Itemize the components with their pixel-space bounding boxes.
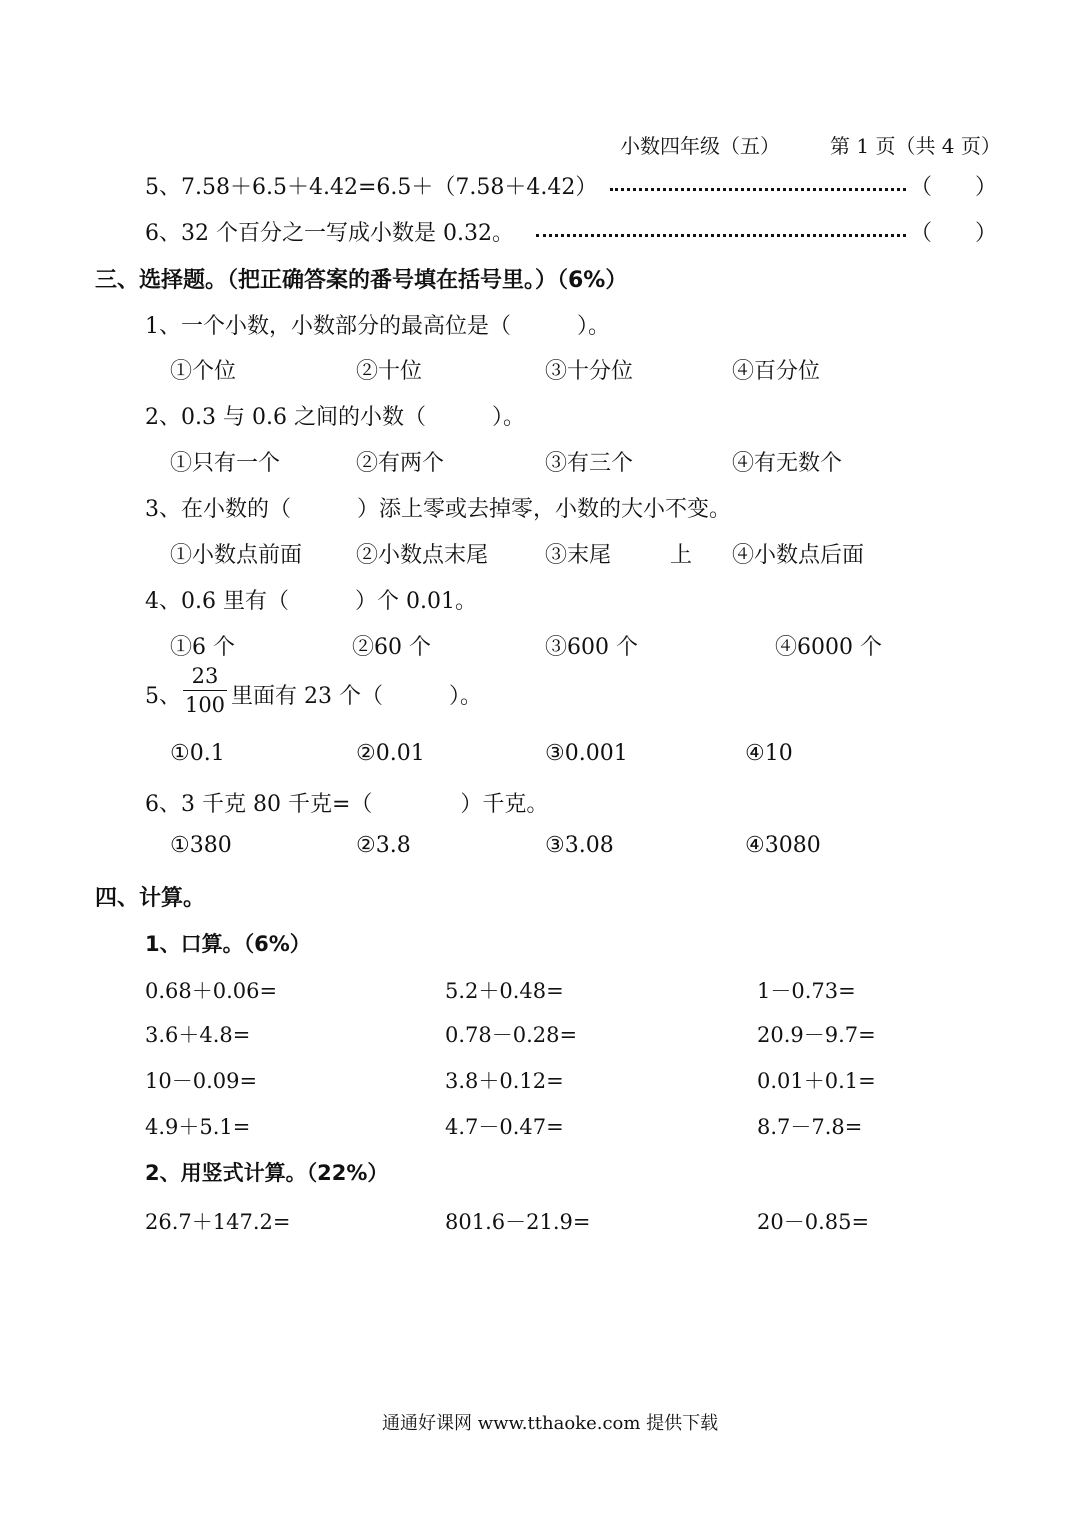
question-stem: 2、0.3 与 0.6 之间的小数（ ）。	[145, 405, 525, 430]
oral-item: 0.68＋0.06=	[145, 979, 278, 1003]
question-stem: 6、3 千克 80 千克=（ ）千克。	[145, 792, 549, 817]
fraction	[183, 664, 227, 717]
oral-item: 3.6＋4.8=	[145, 1023, 251, 1047]
option: ③十分位	[545, 359, 634, 384]
option: 上	[670, 543, 693, 568]
option: ④3080	[745, 833, 821, 858]
oral-item: 1－0.73=	[757, 979, 856, 1003]
option: ④百分位	[732, 359, 821, 384]
option: ②十位	[356, 359, 423, 384]
option: ①小数点前面	[170, 543, 303, 568]
oral-item: 20.9－9.7=	[757, 1023, 876, 1047]
oral-item: 8.7－7.8=	[757, 1115, 863, 1139]
option: ③600 个	[545, 635, 638, 660]
question-stem: 1、一个小数，小数部分的最高位是（ ）。	[145, 314, 610, 339]
option: ②小数点末尾	[356, 543, 489, 568]
option: ④6000 个	[775, 635, 882, 660]
oral-item: 4.9＋5.1=	[145, 1115, 251, 1139]
subsection-title-vertical: 2、用竖式计算。（22%）	[145, 1161, 389, 1185]
judge-item-text: 6、32 个百分之一写成小数是 0.32。	[145, 221, 514, 246]
section-title-choice: 三、选择题。（把正确答案的番号填在括号里。）（6%）	[95, 268, 628, 293]
option: ②0.01	[356, 741, 425, 766]
option: ③3.08	[545, 833, 614, 858]
oral-item: 0.01＋0.1=	[757, 1069, 876, 1093]
page-info: 第 1 页（共 4 页）	[830, 134, 1001, 158]
oral-item: 5.2＋0.48=	[445, 979, 564, 1003]
oral-item: 10－0.09=	[145, 1069, 258, 1093]
option: ①380	[170, 833, 232, 858]
option: ②有两个	[356, 451, 445, 476]
option: ②3.8	[356, 833, 411, 858]
vertical-item: 20－0.85=	[757, 1210, 870, 1234]
subsection-title-oral: 1、口算。（6%）	[145, 932, 311, 956]
section-title-calc: 四、计算。	[95, 886, 206, 911]
option: ②60 个	[352, 635, 431, 660]
option: ④小数点后面	[732, 543, 865, 568]
vertical-item: 801.6－21.9=	[445, 1210, 591, 1234]
fraction-bar	[183, 690, 227, 691]
question-stem-suffix: 里面有 23 个（ ）。	[231, 684, 482, 709]
question-stem: 3、在小数的（ ）添上零或去掉零，小数的大小不变。	[145, 497, 731, 522]
option: ③0.001	[545, 741, 628, 766]
option: ③末尾	[545, 543, 612, 568]
judge-item-text: 5、7.58＋6.5＋4.42=6.5＋（7.58＋4.42）	[145, 175, 598, 200]
oral-item: 4.7－0.47=	[445, 1115, 564, 1139]
bracket-close: ）	[975, 175, 998, 200]
footer-text: 通通好课网 www.tthaoke.com 提供下载	[382, 1413, 719, 1434]
option: ④有无数个	[732, 451, 843, 476]
fraction-denominator: 100	[184, 693, 226, 717]
question-stem: 4、0.6 里有（ ）个 0.01。	[145, 589, 477, 614]
bracket-open: （	[910, 221, 933, 246]
option: ①0.1	[170, 741, 225, 766]
option: ①6 个	[170, 635, 235, 660]
oral-item: 3.8＋0.12=	[445, 1069, 564, 1093]
fraction-numerator: 23	[191, 664, 219, 688]
option: ③有三个	[545, 451, 634, 476]
option: ④10	[745, 741, 793, 766]
option: ①个位	[170, 359, 237, 384]
bracket-close: ）	[975, 221, 998, 246]
header-title: 小数四年级（五）	[620, 134, 780, 158]
leader-dots	[536, 234, 906, 237]
option: ①只有一个	[170, 451, 281, 476]
vertical-item: 26.7＋147.2=	[145, 1210, 291, 1234]
leader-dots	[610, 188, 906, 191]
oral-item: 0.78－0.28=	[445, 1023, 578, 1047]
question-stem-prefix: 5、	[145, 684, 181, 709]
bracket-open: （	[910, 175, 933, 200]
